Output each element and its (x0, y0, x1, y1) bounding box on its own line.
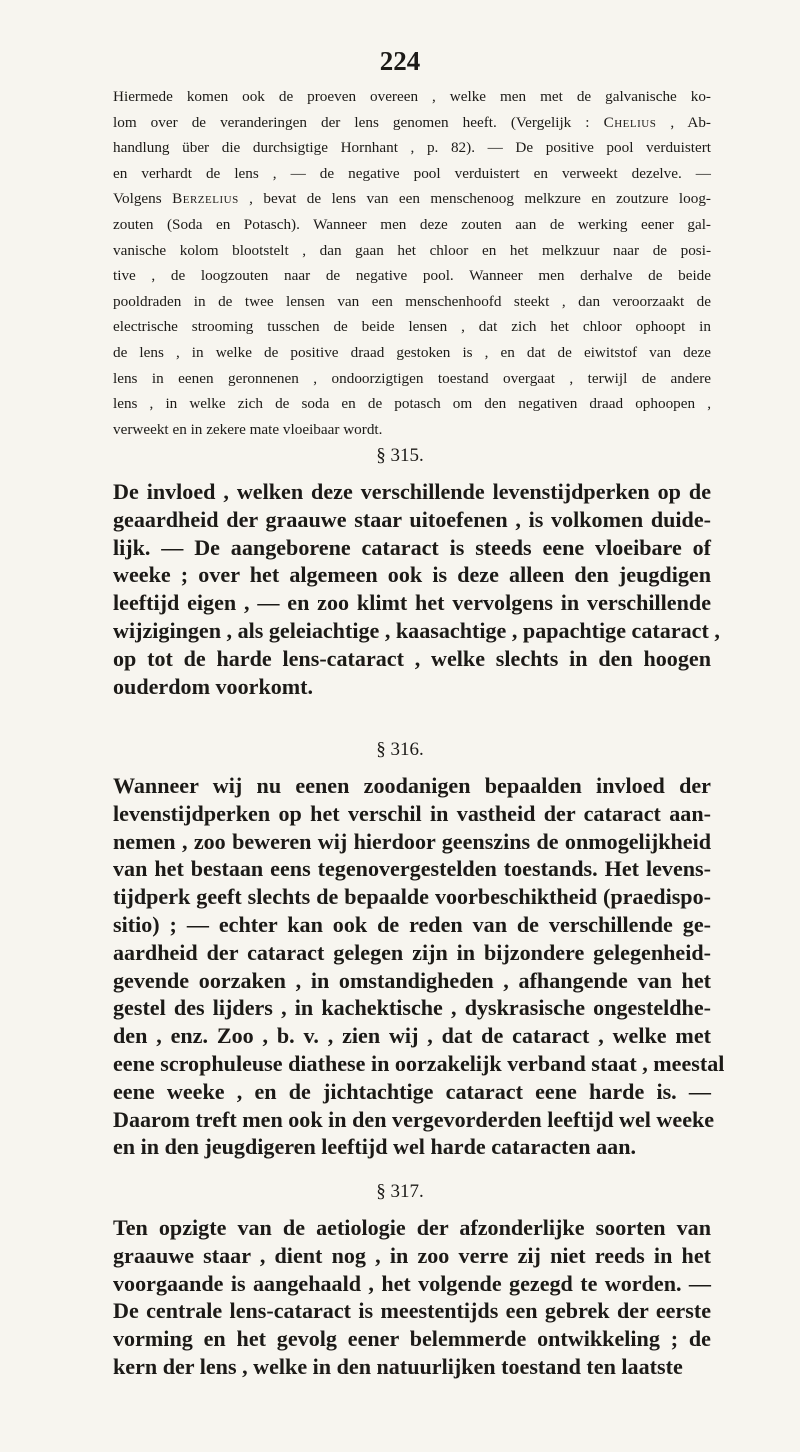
text-line: leeftijd eigen , — en zoo klimt het vervolgens in verschillende (113, 590, 711, 616)
text-line: vorming en het gevolg eener belemmerde ontwikkeling ; de (113, 1326, 711, 1352)
text-line: ouderdom voorkomt. (113, 673, 314, 699)
text-line: en in den jeugdigeren leeftijd wel harde cataracten aan. (113, 1134, 637, 1160)
text-line: tijdperk geeft slechts de bepaalde voorbeschiktheid (praedispo- (113, 884, 711, 910)
section-heading-317: § 317. (376, 1181, 424, 1202)
text-line: Daarom treft men ook in den vergevorderden leeftijd wel weeke (113, 1106, 715, 1132)
text-line: handlung über die durchsigtige Hornhant , p. 82). — De positive pool verduistert (113, 139, 711, 157)
section-heading-315: § 315. (376, 445, 424, 466)
text-line: Wanneer wij nu eenen zoodanigen bepaalden invloed der (113, 773, 711, 798)
text-line: geaardheid der graauwe staar uitoefenen , is volkomen duide- (113, 506, 711, 532)
text-line: nemen , zoo beweren wij hierdoor geenszins de onmogelijkheid (113, 828, 711, 854)
text-line: levenstijdperken op het verschil in vastheid der cataract aan- (113, 800, 711, 826)
text-line: wijzigingen , als geleiachtige , kaasachtige , papachtige cataract , (113, 617, 720, 643)
intro-paragraph (113, 84, 711, 442)
text-line: sitio) ; — echter kan ook de reden van de verschillende ge- (113, 911, 711, 937)
text-line: eene weeke , en de jichtachtige cataract eene harde is. — (113, 1078, 711, 1104)
text-line: eene scrophuleuse diathese in oorzakelijk verband staat , meestal (113, 1050, 725, 1076)
text-line: weeke ; over het algemeen ook is deze alleen den jeugdigen (113, 562, 711, 588)
text-line: aardheid der cataract gelegen zijn in bijzondere gelegenheid- (113, 939, 711, 965)
text-line: den , enz. Zoo , b. v. , zien wij , dat de cataract , welke met (113, 1023, 711, 1049)
text-line: lens , in welke zich de soda en de potasch om den negativen draad ophoopen , (113, 395, 711, 413)
text-line: lom over de veranderingen der lens genomen heeft. (Vergelijk : Chelius , Ab- (113, 113, 711, 131)
text-line: tive , de loogzouten naar de negative pool. Wanneer men derhalve de beide (113, 267, 711, 285)
text-line: verweekt en in zekere mate vloeibaar wordt. (113, 420, 383, 438)
text-line: op tot de harde lens-cataract , welke slechts in den hoogen (113, 645, 711, 671)
text-line: de lens , in welke de positive draad gestoken is , en dat de eiwitstof van deze (113, 343, 711, 361)
text-line: vanische kolom blootstelt , dan gaan het chloor en het melkzuur naar de posi- (113, 241, 711, 259)
paragraph-315 (113, 478, 720, 700)
text-line: Hiermede komen ook de proeven overeen , welke men met de galvanische ko- (113, 88, 711, 105)
text-line: zouten (Soda en Potasch). Wanneer men deze zouten aan de werking eener gal- (113, 215, 711, 233)
text-line: pooldraden in de twee lensen van een menschenhoofd steekt , dan veroorzaakt de (113, 292, 711, 310)
text-line: gestel des lijders , in kachektische , dyskrasische ongesteldhe- (113, 995, 711, 1021)
text-line: Ten opzigte van de aetiologie der afzonderlijke soorten van (113, 1215, 711, 1240)
text-line: gevende oorzaken , in omstandigheden , afhangende van het (113, 967, 711, 993)
text-line: lijk. — De aangeborene cataract is steeds eene vloeibare of (113, 534, 711, 560)
text-line: Volgens Berzelius , bevat de lens van een menschenoog melkzure en zoutzure loog- (113, 190, 711, 208)
text-line: kern der lens , welke in den natuurlijken toestand ten laatste (113, 1353, 683, 1379)
text-line: De centrale lens-cataract is meestentijds een gebrek der eerste (113, 1298, 711, 1324)
text-line: lens in eenen geronnenen , ondoorzigtigen toestand overgaat , terwijl de andere (113, 369, 711, 387)
text-line: voorgaande is aangehaald , het volgende gezegd te worden. — (113, 1270, 711, 1296)
text-line: graauwe staar , dient nog , in zoo verre zij niet reeds in het (113, 1242, 711, 1268)
text-line: De invloed , welken deze verschillende levenstijdperken op de (113, 479, 711, 504)
section-heading-316: § 316. (376, 739, 424, 760)
text-line: van het bestaan eens tegenovergestelden toestands. Het levens- (113, 856, 711, 882)
paragraph-317 (113, 1214, 711, 1381)
text-line: electrische strooming tusschen de beide lensen , dat zich het chloor ophoopt in (113, 318, 711, 336)
page-number: 224 (379, 46, 421, 76)
text-line: en verhardt de lens , — de negative pool verduistert en verweekt dezelve. — (113, 164, 711, 182)
paragraph-316 (113, 772, 725, 1161)
